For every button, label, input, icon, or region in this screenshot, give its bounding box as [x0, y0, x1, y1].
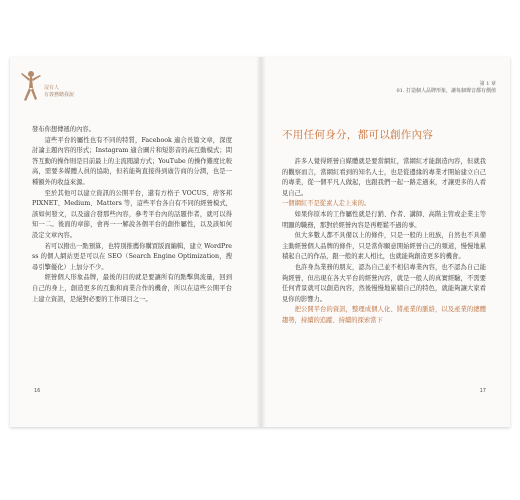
book-spread [10, 57, 510, 427]
left-paragraph: 至於其他可以建立資訊的公開平台，還有方格子 VOCUS、痞客邦 PIXNET、Medium、Matters 等，這些平台各自有不同的經營模式，該如何發文，以及適合發那些內容，參考平台內的話題作者，就可以得知一二。後面的章節，會再一一解說各個平台的創作屬性，以及該如何設定文章內容。 [32, 189, 232, 239]
left-running-head-line2: 有義務聽我說 [44, 91, 75, 98]
right-page-number: 17 [479, 388, 486, 394]
right-paragraph: 許多人覺得經營自媒體就是要當網紅，當網紅才能創造內容，但就我的觀察而言，當網紅看到的知名人士，也是從邊緣的專業才開始建立自己的專業，從一個平凡人做起，也跟我們一起一路走過來，才讓更多的人看見自己。 [282, 158, 486, 197]
right-running-head [276, 81, 496, 95]
left-paragraph: 經營個人形象品牌，最後的目的就是要讓所有的點擊與流量，回到自己的身上，創造更多的互動和商業合作的機會，所以在這些公開平台上建立資訊，是絕對必要的工作項目之一。 [32, 274, 232, 303]
right-highlight-line: 一個網紅不是從素人走上來的。 [282, 200, 371, 208]
left-paragraph: 發布你想傳遞的內容。 [32, 126, 95, 133]
left-page-body [32, 125, 232, 305]
right-page-body [282, 157, 486, 327]
left-running-head [44, 85, 124, 98]
right-running-head-chapter: 第 1 章 [479, 81, 496, 87]
section-heading: 不用任何身分，都可以創作內容 [282, 129, 434, 141]
dancer-figure-icon [18, 69, 44, 103]
right-highlight-paragraph: 把公開平台的資訊，整理成個人化、將產業的脈絡，以及產業的總體趨勢，持續的追蹤、持續的探索當下 [282, 306, 486, 324]
right-running-head-section: 01. 打造個人品牌形象，讓每個聲音都有價值 [396, 88, 496, 94]
right-paragraph: 但大多數人都不具備以上的條件，只是一般的上班族，自然也不具備主動經營個人品牌的條件，只是當你願意開始經營自己的頻道，慢慢地累積起自己的作品，跟一般的素人相比，也就能夠創造更多的機會。 [282, 232, 486, 261]
left-running-head-line1: 沒有人 [44, 85, 60, 91]
right-paragraph: 如果你原本的工作屬性就是行銷、作者、講師、高階主管或企業主等明顯的職務，那對於經營內容是再輕鬆不過的事。 [282, 210, 486, 229]
left-page-number: 16 [34, 388, 41, 394]
right-paragraph: 也許身為業務的朋友，認為自己並不相信專業內容，也不認為自己能夠經營，但出現在各大平台的經營內容，就是一般人的真實經驗，不需要任何背景就可以創造內容，然後慢慢地累積自己的特色，就能夠讓大家看見你的影響力。 [282, 263, 486, 303]
left-paragraph: 這些平台的屬性也有不同的特質，Facebook 適合長篇文章，深度討論主題內容的形式；Instagram 適合圖片和短影音的高互動模式；問答互動的操作則是目前最上的主流閱讀方式；YouTube 的操作難度比較高，需要多媒體人員的協助，但若能夠直接得到廣告商的分潤，也是一種額外的收益來源。 [32, 136, 232, 186]
book-gutter [256, 57, 266, 427]
left-paragraph: 若可以撥出一點預算，也特別推薦你購買版面編輯，建立 WordPress 的個人網站更是可以在 SEO（Search Engine Optimization，搜尋引擎優化）上加分不少。 [32, 242, 232, 271]
